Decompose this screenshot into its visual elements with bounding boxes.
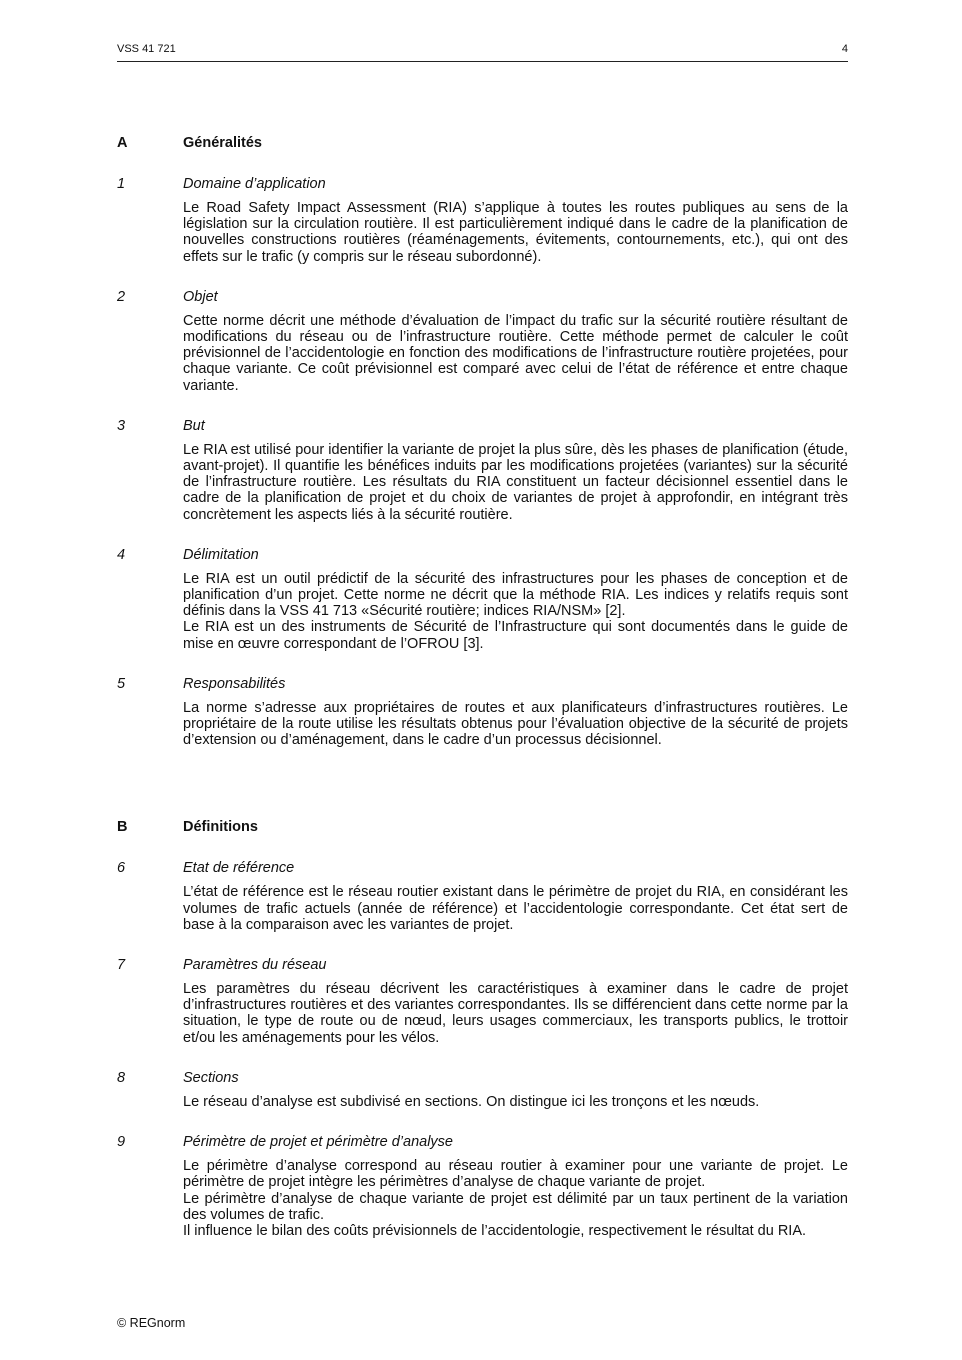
clause [117,676,848,749]
clause-paragraph: Le RIA est un outil prédictif de la sécurité des infrastructures pour les phases de conception et de planification d’un projet. Cette norme ne décrit que la méthode RIA. Les indices y relatifs requis sont définis dans la VSS 41 713 «Sécurité routière; indices RIA/NSM» [2]. [183,570,848,620]
clause-title: Responsabilités [183,675,286,692]
section-letter: A [117,135,128,151]
clause-heading [117,289,848,306]
clause-number: 6 [117,860,126,877]
clause [117,176,848,265]
clause [117,547,848,652]
clause-paragraph: Le RIA est utilisé pour identifier la variante de projet la plus sûre, dès les phases de planification (étude, avant-projet). Il quantifie les bénéfices induits par les modifications projetées (variantes) sur la sécurité de l’infrastructure routière. Les résultats du RIA constituent un facteur décisionnel essentiel dans le cadre de la planification de projet et du choix de variantes de projet à approfondir, en intégrant très concrètement les aspects liés à la sécurité routière. [183,441,848,523]
document-id: VSS 41 721 [117,43,176,55]
clause-paragraph: Le périmètre d’analyse de chaque variante de projet est délimité par un taux pertinent de la variation des volumes de trafic. [183,1190,848,1223]
clause-paragraph: L’état de référence est le réseau routier existant dans le périmètre de projet du RIA, en considérant les volumes de trafic actuels (année de référence) et l’accidentologie correspondante. Cet état sert de base à la comparaison avec les variantes de projet. [183,884,848,933]
clause-heading [117,418,848,435]
clause-body [183,200,848,265]
clause-number: 1 [117,176,126,192]
clause [117,289,848,394]
clause-title: Périmètre de projet et périmètre d’analyse [183,1134,453,1151]
clause-paragraph: Le périmètre d’analyse correspond au réseau routier à examiner pour une variante de projet. Le périmètre de projet intègre les périmètres d’analyse de chaque variante de projet. [183,1158,848,1191]
clause-paragraph: Le réseau d’analyse est subdivisé en sections. On distingue ici les tronçons et les nœuds. [183,1093,760,1110]
section-gap [117,772,848,819]
clause-heading [117,176,848,193]
section-heading [117,819,848,835]
clause [117,418,848,523]
clause-body [183,981,848,1046]
clause-body [183,571,848,652]
page-number: 4 [841,43,848,55]
clause-number: 8 [117,1069,126,1086]
clause-paragraph: Il influence le bilan des coûts prévisionnels de l’accidentologie, respectivement le résultat du RIA. [183,1222,807,1239]
clause-paragraph: La norme s’adresse aux propriétaires de routes et aux planificateurs d’infrastructures routières. Le propriétaire de la route utilise les résultats obtenus pour l’évaluation objective de la sécurité de projets d’extension ou d’aménagement, dans le cadre d’un processus décisionnel. [183,699,848,749]
clause-paragraph: Le RIA est un des instruments de Sécurité de l’Infrastructure qui sont documentés dans le guide de mise en œuvre correspondant de l’OFROU [3]. [183,619,848,652]
clause [117,860,848,933]
clause-body [183,884,848,933]
section-title: Définitions [183,819,258,836]
clause [117,1070,848,1110]
clause-title: Délimitation [183,546,259,563]
section-heading [117,135,848,151]
clause-title: Paramètres du réseau [183,957,327,974]
clause-title: But [183,417,205,434]
section-title: Généralités [183,135,262,151]
clause-paragraph: Le Road Safety Impact Assessment (RIA) s’applique à toutes les routes publiques au sens de la législation sur la circulation routière. Il est particulièrement indiqué dans le cadre de la planification de nouvelles constructions routières (réaménagements, évitements, contournements, etc.), qui ont des effets sur le trafic (y compris sur le réseau subordonné). [183,200,848,265]
clause-number: 4 [117,546,126,563]
clause-body [183,442,848,523]
clause [117,957,848,1046]
copyright-footer: © REGnorm [117,1316,186,1330]
clause [117,1134,848,1239]
clause-body [183,1094,848,1110]
clause-number: 9 [117,1134,126,1151]
clause-body [183,1158,848,1239]
clause-title: Etat de référence [183,860,295,877]
clause-number: 3 [117,417,126,434]
clause-heading [117,957,848,974]
clause-heading [117,860,848,877]
clause-heading [117,1070,848,1087]
section-letter: B [117,819,128,836]
clause-number: 5 [117,675,126,692]
clause-paragraph: Les paramètres du réseau décrivent les caractéristiques à examiner dans le cadre de projet d’infrastructures routières et des variantes correspondantes. Ils se différencient dans cette norme par la situation, le type de route ou de nœud, leurs usages commerciaux, les transports publics, le trottoir et/ou les aménagements pour les vélos. [183,981,848,1046]
document-body [117,135,848,1263]
clause-number: 2 [117,288,126,305]
header-divider [117,61,848,62]
clause-title: Objet [183,288,218,305]
clause-title: Sections [183,1069,239,1086]
clause-paragraph: Cette norme décrit une méthode d’évaluation de l’impact du trafic sur la sécurité routière résultant de modifications du réseau ou de l’infrastructure routière. Cette méthode permet de calculer le coût prévisionnel de l’accidentologie en fonction des modifications de l’infrastructure routière projetées, pour chaque variante. Ce coût prévisionnel est comparé avec celui de l’état de référence et entre chaque variante. [183,312,848,394]
clause-heading [117,1134,848,1151]
clause-heading [117,676,848,693]
clause-title: Domaine d’application [183,176,326,192]
clause-number: 7 [117,957,126,974]
clause-body [183,313,848,394]
clause-body [183,700,848,749]
clause-heading [117,547,848,564]
